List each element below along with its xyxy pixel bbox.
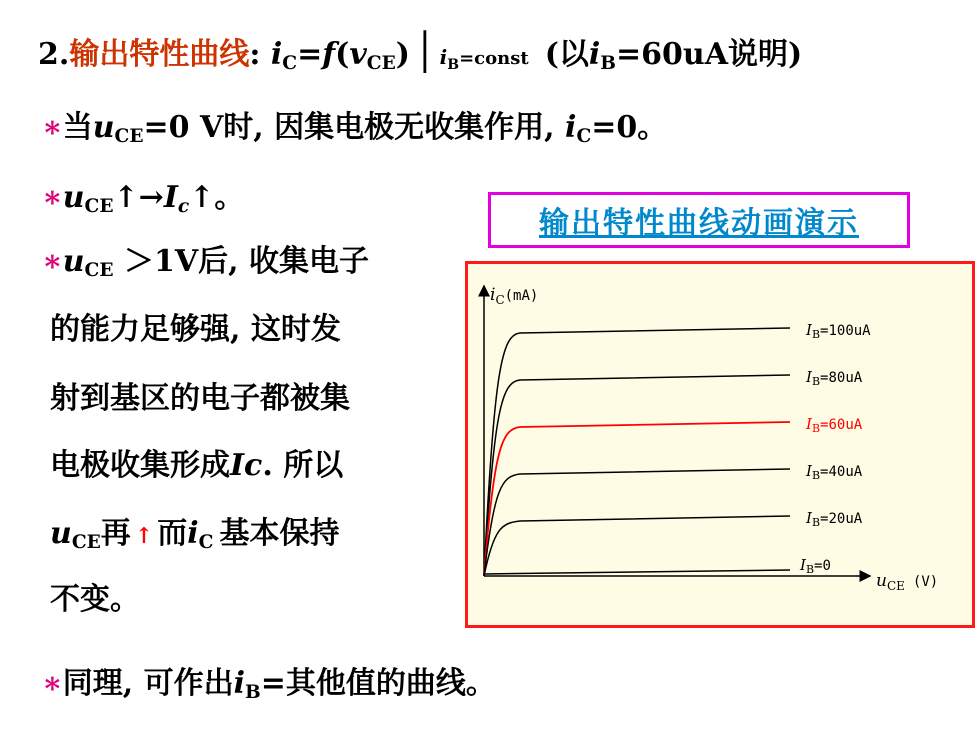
- bullet-star-icon: ∗: [42, 110, 63, 145]
- paragraph-text: 而: [157, 516, 188, 551]
- formula-paren-open: (: [335, 37, 350, 72]
- var-i-sub: C: [198, 532, 214, 554]
- note-open: (以: [544, 37, 589, 72]
- curve-label: $I_B=40uA$: [806, 462, 863, 482]
- bullet-text: ＞1V后, 收集电子: [113, 244, 370, 279]
- title-colon: :: [249, 37, 271, 72]
- var-i-sub: C: [576, 126, 592, 148]
- formula-eq: =: [297, 37, 323, 72]
- curve-label: $I_B=60uA$: [806, 415, 863, 435]
- curve-label: $I_B=20uA$: [806, 509, 863, 529]
- demo-link-box[interactable]: [488, 192, 910, 248]
- arrow-text: ↑→: [113, 180, 164, 215]
- curve-20uA: [484, 516, 790, 576]
- paragraph-text: 基本保持: [219, 516, 340, 551]
- var-I: I: [163, 180, 178, 215]
- x-axis-label: $u_{CE}$ $^{(V)}$: [876, 571, 939, 593]
- var-u: u: [92, 110, 115, 145]
- bullet-star-icon: ∗: [42, 666, 63, 701]
- curve-label: $I_B=100uA$: [806, 321, 871, 341]
- paragraph-line-2: 的能力足够强, 这时发: [50, 312, 341, 347]
- bullet-text: =0。: [591, 110, 668, 145]
- condition-ib-sub: B: [447, 57, 460, 73]
- var-u-sub: CE: [71, 532, 101, 554]
- formula-f: f: [322, 37, 336, 72]
- var-Ic: Ic: [230, 448, 263, 483]
- formula-v: v: [349, 37, 367, 72]
- condition-bar: │: [413, 32, 436, 73]
- bullet-star-icon: ∗: [42, 244, 63, 279]
- bullet-text: =0 V时, 因集电极无收集作用,: [143, 110, 566, 145]
- bullet-text: =其他值的曲线。: [260, 666, 496, 701]
- var-i: i: [565, 110, 577, 145]
- note-ib: i: [588, 37, 601, 72]
- bullet-text: 同理, 可作出: [62, 666, 234, 701]
- output-characteristic-graph: [465, 261, 975, 628]
- paragraph-text: . 所以: [262, 448, 344, 483]
- bullet-uce-increase: [42, 176, 244, 224]
- formula-v-sub: CE: [366, 53, 396, 75]
- curve-label: $I_B=80uA$: [806, 368, 863, 388]
- condition-const: =const: [459, 48, 529, 69]
- up-arrow-icon: ↑: [134, 523, 154, 549]
- bullet-other-values: [42, 662, 496, 710]
- bullet-uce-zero: [42, 106, 667, 154]
- var-u-sub: CE: [84, 196, 114, 218]
- characteristic-curves-svg: [468, 264, 972, 625]
- var-u: u: [62, 244, 85, 279]
- paragraph-line-3: 射到基区的电子都被集: [50, 381, 350, 416]
- curve-60uA: [484, 422, 790, 576]
- animation-demo-link[interactable]: 输出特性曲线动画演示: [539, 206, 859, 241]
- title-number: 2.: [38, 37, 70, 72]
- paragraph-text: 再: [100, 516, 131, 551]
- note-close: =60uA说明): [616, 37, 803, 72]
- var-i-sub: B: [245, 682, 261, 704]
- slide-title: [38, 30, 802, 83]
- note-ib-sub: B: [600, 53, 617, 75]
- var-u: u: [50, 516, 72, 551]
- paragraph-line-4: [50, 444, 343, 488]
- curve-80uA: [484, 375, 790, 576]
- formula-paren-close: ): [395, 37, 410, 72]
- condition-ib: i: [439, 45, 448, 69]
- curve-40uA: [484, 469, 790, 576]
- curves-group: [484, 321, 871, 576]
- curve-label: $I_B=0$: [800, 556, 831, 576]
- paragraph-text: 电极收集形成: [50, 448, 230, 483]
- var-I-sub: c: [177, 196, 190, 218]
- var-u-sub: CE: [84, 260, 114, 282]
- paragraph-line-5: [50, 512, 339, 560]
- title-heading: 输出特性曲线: [69, 37, 250, 72]
- curve-100uA: [484, 328, 790, 576]
- bullet-text: 当: [62, 110, 93, 145]
- formula-ic: i: [270, 37, 283, 72]
- paragraph-line-6: 不变。: [50, 582, 140, 617]
- var-i: i: [233, 666, 246, 701]
- var-u-sub: CE: [114, 126, 144, 148]
- bullet-uce-above-1v: [42, 240, 369, 288]
- arrow-text: ↑。: [189, 180, 245, 215]
- bullet-star-icon: ∗: [42, 180, 63, 215]
- y-axis-label: $i_C^{(mA)}$: [490, 285, 539, 307]
- var-u: u: [62, 180, 85, 215]
- curve-0: [484, 570, 790, 574]
- var-i: i: [187, 516, 199, 551]
- formula-ic-sub: C: [282, 53, 298, 75]
